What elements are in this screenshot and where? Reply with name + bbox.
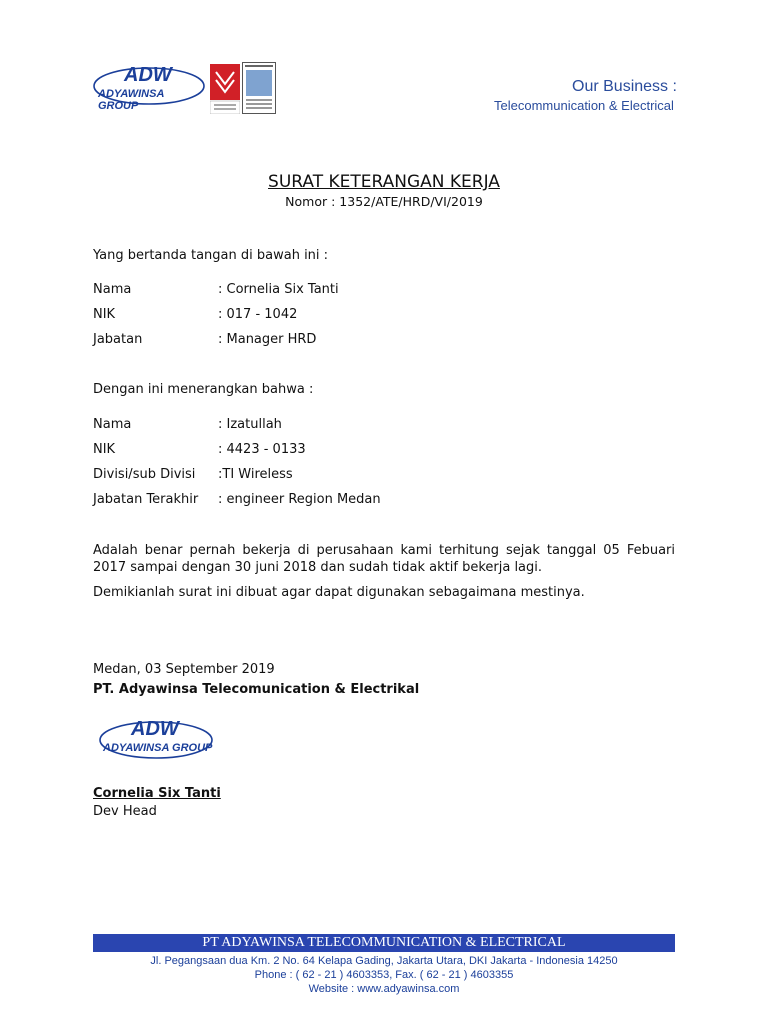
footer-address: Jl. Pegangsaan dua Km. 2 No. 64 Kelapa Gading, Jakarta Utara, DKI Jakarta - Indonesia 14250: [150, 955, 618, 967]
footer-phone: Phone : ( 62 - 21 ) 4603353, Fax. ( 62 - 21 ) 4603355: [254, 969, 514, 981]
iso-badge-icon: [210, 64, 240, 114]
business-title: Our Business :: [572, 78, 677, 95]
employee-nik-label: NIK: [93, 442, 116, 457]
business-line: Telecommunication & Electrical: [494, 98, 674, 113]
company-stamp: [97, 716, 215, 762]
employment-statement: Adalah benar pernah bekerja di perusahaan kami terhitung sejak tanggal 05 Febuari 2017 sampai dengan 30 juni 2018 dan sudah tidak aktif bekerja lagi.: [93, 543, 675, 575]
employee-position-value: : engineer Region Medan: [218, 492, 381, 507]
employee-nik-value: : 4423 - 0133: [218, 442, 306, 457]
signer-nik-value: : 017 - 1042: [218, 307, 298, 322]
footer-company-bar: PT ADYAWINSA TELECOMMUNICATION & ELECTRICAL: [93, 934, 675, 952]
stamp-text: ADYAWINSA GROUP: [103, 742, 213, 754]
signatory-name: Cornelia Six Tanti: [93, 786, 221, 801]
employee-division-value: :TI Wireless: [218, 467, 293, 482]
logo-text: ADYAWINSA GROUP: [98, 88, 164, 112]
document-number: Nomor : 1352/ATE/HRD/VI/2019: [285, 194, 483, 209]
place-date: Medan, 03 September 2019: [93, 662, 275, 677]
qa-certificate-badge: [242, 62, 276, 114]
employee-name-label: Nama: [93, 417, 132, 432]
signer-position-value: : Manager HRD: [218, 332, 317, 347]
signer-name-label: Nama: [93, 282, 132, 297]
company-logo: [92, 62, 207, 112]
stamp-mark: ADW: [131, 718, 179, 740]
intro-employee: Dengan ini menerangkan bahwa :: [93, 382, 314, 397]
signer-nik-label: NIK: [93, 307, 116, 322]
employee-name-value: : Izatullah: [218, 417, 282, 432]
signer-position-label: Jabatan: [93, 332, 143, 347]
employee-position-label: Jabatan Terakhir: [93, 492, 199, 507]
qa-badge-icon: [242, 62, 276, 114]
intro-signer: Yang bertanda tangan di bawah ini :: [93, 248, 329, 263]
logo-mark: ADW: [124, 64, 172, 86]
footer-website: Website : www.adyawinsa.com: [308, 983, 460, 995]
employee-division-label: Divisi/sub Divisi: [93, 467, 196, 482]
signatory-role: Dev Head: [93, 804, 157, 819]
closing-statement: Demikianlah surat ini dibuat agar dapat digunakan sebagaimana mestinya.: [93, 585, 585, 600]
iso-certificate-badge: [210, 64, 240, 114]
document-title: SURAT KETERANGAN KERJA: [268, 172, 500, 192]
company-name: PT. Adyawinsa Telecomunication & Electrikal: [93, 682, 420, 697]
signer-name-value: : Cornelia Six Tanti: [218, 282, 339, 297]
